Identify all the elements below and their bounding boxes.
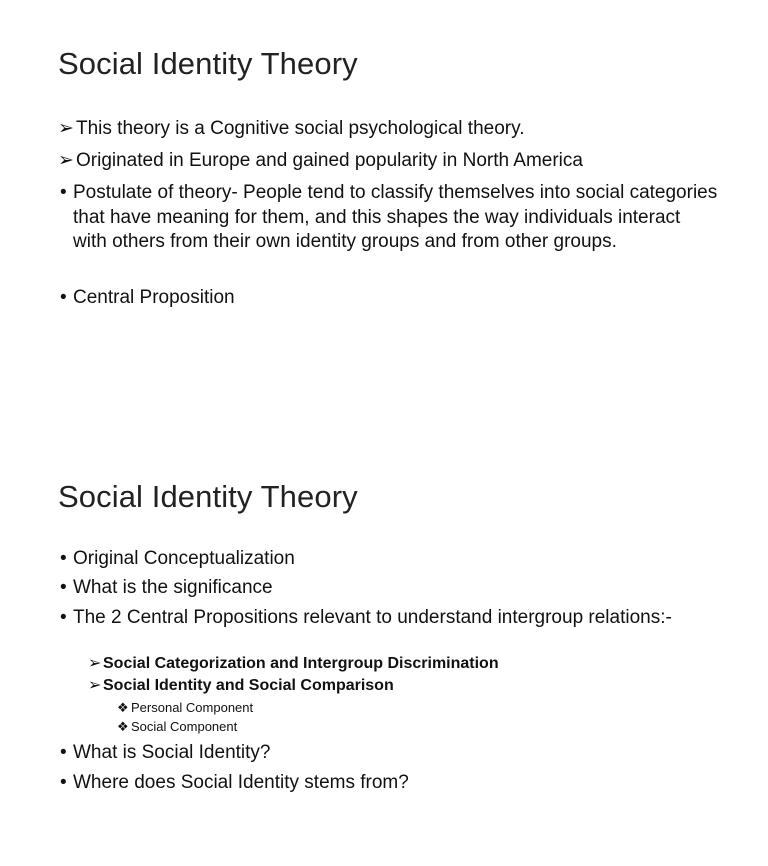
- list-item: [58, 741, 718, 766]
- list-item: [58, 547, 718, 572]
- dot-bullet-icon: •: [60, 182, 67, 203]
- dot-bullet-icon: •: [60, 607, 67, 628]
- dot-bullet-icon: •: [60, 287, 67, 308]
- list-item: [58, 607, 718, 628]
- list-item-text: Central Proposition: [73, 287, 235, 308]
- arrow-bullet-icon: ➢: [88, 655, 102, 672]
- dot-bullet-icon: •: [60, 548, 67, 569]
- list-item-text: The 2 Central Propositions relevant to understand intergroup relations:-: [73, 607, 672, 628]
- list-item-text: Original Conceptualization: [73, 548, 295, 569]
- sub-list-item-text: Social Categorization and Intergroup Discrimination: [103, 655, 499, 672]
- list-item: [58, 576, 718, 601]
- sub-list-item: [88, 654, 688, 674]
- sub-list-item: [88, 676, 688, 696]
- dot-bullet-icon: •: [60, 742, 67, 763]
- sub-sub-list-item-text: Social Component: [131, 719, 238, 734]
- sub-sub-list-item: [117, 718, 417, 736]
- list-item: [58, 149, 738, 174]
- list-item-text: What is Social Identity?: [73, 742, 271, 763]
- list-item: [58, 117, 738, 142]
- list-item: [58, 181, 718, 255]
- list-item-text: Where does Social Identity stems from?: [73, 772, 409, 793]
- arrow-bullet-icon: ➢: [58, 150, 74, 171]
- list-item-text: Postulate of theory- People tend to classify themselves into social categories that have meaning for them, and this shapes the way individuals interact with others from their own identity groups and from other groups.: [73, 182, 718, 252]
- dot-bullet-icon: •: [60, 577, 67, 598]
- arrow-bullet-icon: ➢: [58, 118, 74, 139]
- sub-list-item-text: Social Identity and Social Comparison: [103, 677, 394, 694]
- list-item-text: What is the significance: [73, 577, 273, 598]
- list-item: [58, 771, 718, 796]
- list-item-text: Originated in Europe and gained popularity in North America: [76, 150, 583, 171]
- slide-title: Social Identity Theory: [58, 479, 358, 514]
- sub-sub-list-item-text: Personal Component: [131, 700, 254, 715]
- list-item-text: This theory is a Cognitive social psychological theory.: [76, 118, 525, 139]
- list-item: [58, 286, 718, 311]
- slide-title: Social Identity Theory: [58, 46, 358, 81]
- slide-2: [0, 433, 768, 866]
- diamond-bullet-icon: ❖: [117, 700, 129, 715]
- arrow-bullet-icon: ➢: [88, 677, 102, 694]
- diamond-bullet-icon: ❖: [117, 719, 129, 734]
- dot-bullet-icon: •: [60, 772, 67, 793]
- sub-sub-list-item: [117, 699, 417, 717]
